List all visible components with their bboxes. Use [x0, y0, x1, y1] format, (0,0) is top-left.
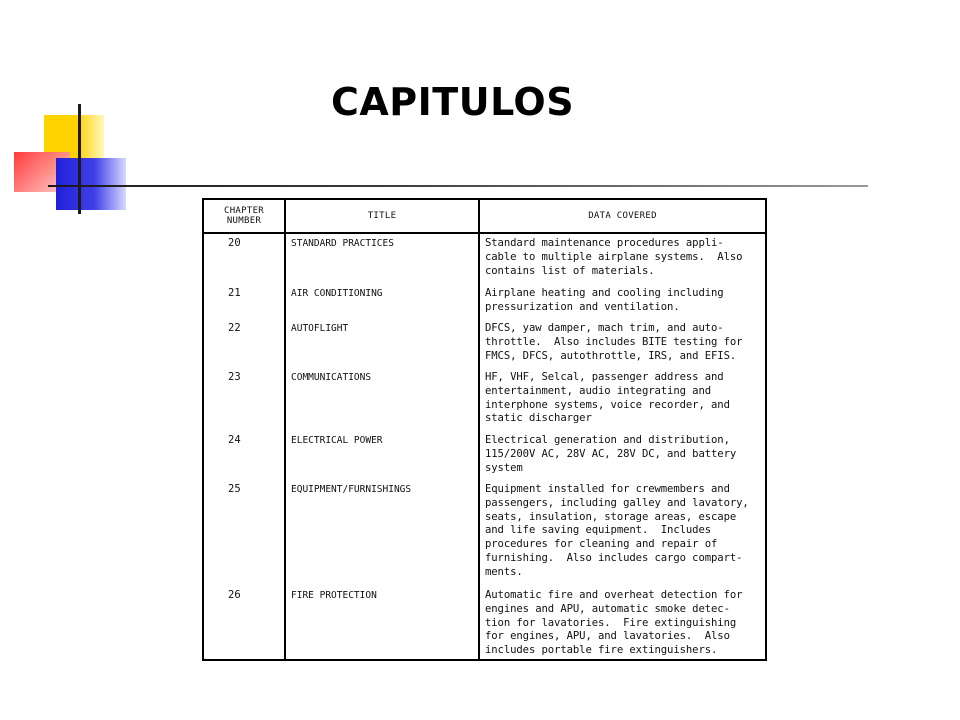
data-covered-cell: HF, VHF, Selcal, passenger address and entertainment, audio integrating and interphone systems, voice recorder, and static discharger: [485, 371, 730, 425]
chapters-table: [202, 198, 767, 661]
chapter-number-column: [204, 234, 286, 659]
chapter-number-cell: 23: [228, 371, 241, 383]
chapter-title-cell: STANDARD PRACTICES: [291, 238, 394, 249]
data-covered-cell: Equipment installed for crewmembers and passengers, including galley and lavatory, seats, insulation, storage areas, escape and life saving equipment. Includes procedures for cleaning and repair of furnishing. Also includes cargo compart- ments.: [485, 483, 749, 578]
chapter-title-cell: COMMUNICATIONS: [291, 372, 372, 383]
header-chapter-line1: CHAPTER: [223, 206, 265, 216]
header-chapter-number: [204, 200, 286, 234]
data-covered-column: [480, 234, 765, 659]
chapter-title-column: [286, 234, 480, 659]
chapter-number-cell: 26: [228, 589, 241, 601]
chapter-number-cell: 22: [228, 322, 241, 334]
title-underline-divider: [48, 185, 868, 187]
chapter-number-cell: 24: [228, 434, 241, 446]
chapter-number-cell: 25: [228, 483, 241, 495]
header-title: TITLE: [286, 200, 480, 234]
data-covered-cell: Automatic fire and overheat detection for engines and APU, automatic smoke detec- tion for lavatories. Fire extinguishing for engines, APU, and lavatories. Also includes portable fire extinguishers.: [485, 589, 743, 657]
logo-vertical-line: [78, 104, 81, 214]
data-covered-cell: DFCS, yaw damper, mach trim, and auto- throttle. Also includes BITE testing for FMCS, DFCS, autothrottle, IRS, and EFIS.: [485, 322, 743, 362]
header-data-covered: DATA COVERED: [480, 200, 765, 234]
header-chapter-line2: NUMBER: [226, 216, 262, 226]
chapter-title-cell: EQUIPMENT/FURNISHINGS: [291, 484, 412, 495]
chapter-number-cell: 21: [228, 287, 241, 299]
chapter-title-cell: FIRE PROTECTION: [291, 590, 377, 601]
data-covered-cell: Standard maintenance procedures appli- cable to multiple airplane systems. Also contains list of materials.: [485, 237, 743, 277]
chapter-title-cell: AIR CONDITIONING: [291, 288, 383, 299]
chapter-number-cell: 20: [228, 237, 241, 249]
logo-blue-square: [56, 158, 126, 210]
chapter-title-cell: ELECTRICAL POWER: [291, 435, 383, 446]
data-covered-cell: Airplane heating and cooling including pressurization and ventilation.: [485, 287, 724, 313]
page-title: CAPITULOS: [331, 80, 575, 124]
chapter-title-cell: AUTOFLIGHT: [291, 323, 349, 334]
data-covered-cell: Electrical generation and distribution, 115/200V AC, 28V AC, 28V DC, and battery system: [485, 434, 737, 474]
